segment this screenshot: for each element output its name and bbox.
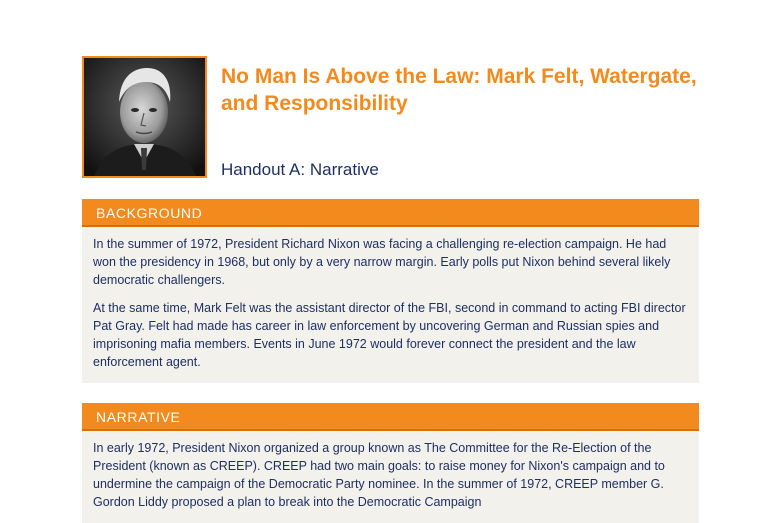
section-body [82,227,699,383]
portrait-photo [82,56,207,178]
paragraph: In the summer of 1972, President Richard Nixon was facing a challenging re-election campaign. He had won the presidency in 1968, but only by a very narrow margin. Early polls put Nixon behind several likely democratic challengers. [93,237,671,287]
section-heading: NARRATIVE [82,403,699,431]
handout-subtitle: Handout A: Narrative [221,160,379,179]
paragraph: At the same time, Mark Felt was the assistant director of the FBI, second in command to acting FBI director Pat Gray. Felt had made has career in law enforcement by uncovering German and Russian spies and imprisoning mafia members. Events in June 1972 would forever connect the president and the law enforcement agent. [93,301,686,369]
page-title: No Man Is Above the Law: Mark Felt, Watergate, and Responsibility [221,65,697,115]
portrait-image [84,58,205,176]
paragraph: In early 1972, President Nixon organized a group known as The Committee for the Re-Election of the President (known as CREEP). CREEP had two main goals: to raise money for Nixon's campaign and to undermine the campaign of the Democratic Party nominee. In the summer of 1972, CREEP member G. Gordon Liddy proposed a plan to break into the Democratic Campaign [93,441,665,509]
background-section [82,199,699,383]
section-body [82,431,699,523]
section-heading: BACKGROUND [82,199,699,227]
narrative-section [82,403,699,509]
